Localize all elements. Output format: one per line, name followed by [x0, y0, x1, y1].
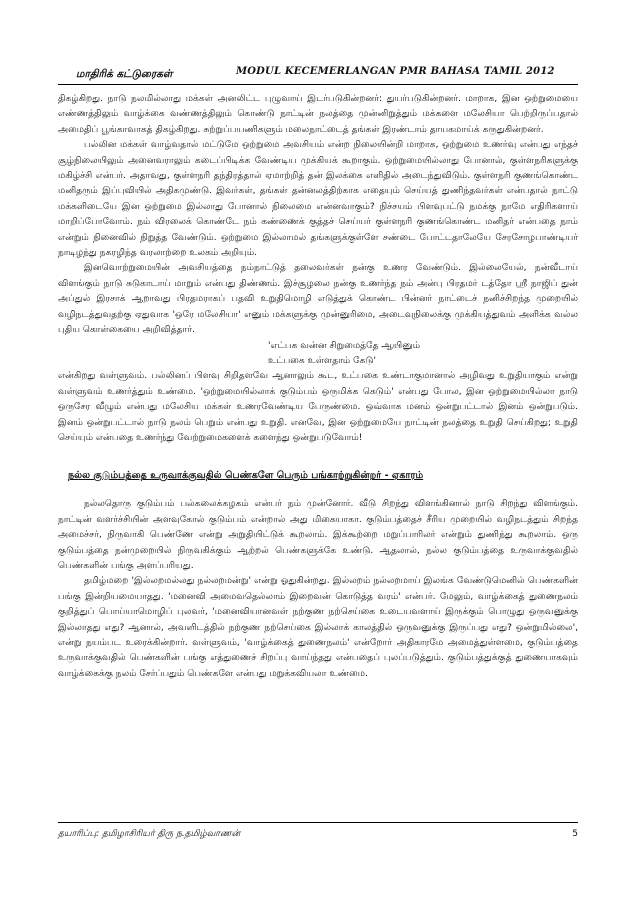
paragraph: பல்லின மக்கள் வாழ்வதால் மட்டுமே ஒற்றுமை அவசியம் என்ற நிலையின்றி மாறாக, ஒற்றுமை உணர்வு என்பது எந்தச் சூழ்நிலையிலும் அனைவராலும் கடைப்பிடிக்க வேண்டிய முக்கியக் கூறாகும். ஒற்றுமையில்லாது போனால், குள்ளநரிகளுக்கு மகிழ்ச்சி என்பர். அதாவது, குள்ளநரி தந்திரத்தால் ஏமாற்றித் தன் இலக்கை எளிதில் அடைந்துவிடும். குள்ளநரி குணங்கொண்ட மனிதரும் இப்புவியில் அதிகமுண்டு. இவர்கள், தங்கள் தன்னலத்திற்காக எதையும் செய்யத் துணிந்தவர்கள் என்பதால் நாட்டு மக்களிடையே இன ஒற்றுமை இல்லாது போனால் நிலைமை என்னவாகும்? நிச்சயம் பிளவுபட்டு நமக்கு நாமே எதிரிகளாய் மாறிப்போவோம். நம் விரலைக் கொண்டே நம் கண்ணைக் குத்தச் செய்யர் குள்ளநரி குணங்கொண்ட மனிதர் என்பதை நாம் என்றும் நினைவில் நிறுத்த வேண்டும். ஒற்றுமை இல்லாமல் தங்களுக்குள்ளே சண்டை போட்டதாலேயே சேரசோழபாண்டியர் நாடிழந்து நகரழிந்த வரலாற்றை உலகம் அறியும்.: [58, 140, 578, 259]
paragraph: இனவொற்றுமையின் அவசியத்தை நம்நாட்டுத் தலைவர்கள் நன்கு உணர வேண்டும். இல்லையேல், நன்வீடாய் விளங்கும் நாடு சுடுகாடாய் மாறும் என்பது திண்ணம். இச்சூழலை நன்கு உணர்ந்த நம் அன்பு பிரதமர் டத்தோ ஸ்ரீ நாஜிப் துன் அப்துல் இரசாக் ஆறாவது பிரதமராகப் பதவி உறுதிமொழி எடுத்துக் கொண்ட பின்னர் நாட்டைச் நனிச்சிறந்த முறையில் வழிநடத்துவதற்கு ஏதுவாக 'ஒரே மலேசியா' எனும் மக்களுக்கு முன்னுரிமை, அடைவுநிலைக்கு முக்கியத்துவம் அளிக்க வல்ல புதிய கொள்கையை அறிவித்தார்.: [58, 263, 578, 336]
header-left-title: மாதிரிக் கட்டுரைகள்: [76, 68, 173, 80]
paragraph: திகழ்கிறது. நாடு நலமில்லாது மக்கள் அனலிட்ட புழுவாய் இடர்படுகின்றனர்: துயர்படுகின்றனர். மாறாக, இன ஒற்றுமையை எண்ணத்திலும் வாழ்க்கை வண்ணத்திலும் கொண்டு நாட்டின் நலத்தை முன்னிறுத்தும் மக்களை மலேசியா பெற்றிருப்பதால் அமைதிப் பூங்காவாகத் திகழ்கிறது. சுற்றுப்பயணிகளும் மலைநாட்டைத் தங்கள் இரண்டாம் தாயகமாய்க் கருதுகின்றனர்.: [58, 94, 578, 135]
page-footer: [58, 822, 578, 841]
couplet-line-2: உட்பகை உள்ளதாம் கேடு': [268, 355, 377, 366]
paragraph: நல்லதொரு குடும்பம் பல்கலைக்கழகம் என்பர் நம் முன்னோர். வீடு சிறந்து விளங்கினால் நாடு சிறந்து விளங்கும். நாட்டின் வளர்ச்சியின் அளவுகோல் குடும்பம் என்றால் அது மிகையாகா. குடும்பத்தைச் சீரிய முறையில் வழிநடத்தும் சிறந்த அமைச்சர், நிருவாகி பெண்ணே என்று அறுதியிட்டுக் கூறலாம். இக்கூற்றை மறுப்பாரிலர் என்றும் துணிந்து கூறலாம். ஒரு குடும்பத்தை நன்முறையில் நிருவகிக்கும் ஆற்றல் பெண்களுக்கே உண்டு. ஆதலால், நல்ல குடும்பத்தை உருவாக்குவதில் பெண்களின் பங்கு அளப்பரியது.: [58, 499, 578, 571]
footer-credit: தயாரிப்பு: தமிழாசிரியர் திரு ந.தமிழ்வாணன்: [58, 829, 241, 839]
page-header: [58, 62, 578, 85]
page-body: [58, 92, 578, 682]
couplet-line-1: 'எட்பக வன்ன சிறுமைத்தே ஆயினும்: [268, 340, 421, 351]
section-heading: நல்ல குடும்பத்தை உருவாக்குவதில் பெண்களே பெரும் பங்காற்றுகின்றர் - ஏகாரம்: [68, 470, 424, 482]
page-number: 5: [572, 829, 578, 839]
header-right-title: MODUL KECEMERLANGAN PMR BAHASA TAMIL 2012: [236, 66, 555, 77]
paragraph: தமிழ்மறை 'இல்லறமல்லது நல்லறமன்று' என்று ஓதுகின்றது. இல்லறம் நல்லறமாய் இலங்க வேண்டுமெனில் பெண்களின் பங்கு இன்றியமையாதது. 'மனைவி அமைவதெல்லாம் இறைவன் கொடுத்த வரம்' என்பர். மேலும், வாழ்க்கைத் துணைநலம் குறித்துப் பொய்யாமொழிப் புலவர், 'மனைவியானவள் நற்குண நற்செய்கை உடையவளாய் இருக்கும் பொழுது ஒருவனுக்கு இல்லாதது எது? ஆனால், அவளிடத்தில் நற்குண நற்செய்கை இல்லாக் காலத்தில் ஒருவனுக்கு இருப்பது எது? ஒன்றுமில்லை', என்று நயம்பட உரைக்கின்றார். வள்ளுவம், 'வாழ்க்கைத் துணைநலம்' என்றோர் அதிகாரமே அமைத்துள்ளமை, குடும்பத்தை உருவாக்குவதில் பெண்களின் பங்கு எத்துணைச் சிறப்பு வாய்ந்தது என்பதைப் புலப்படுத்தும். குடும்பத்துக்குத் துணையாகவும் வாழ்க்கைக்கு நலம் சேர்ப்பதும் பெண்களே என்பது மறுக்கவியலா உண்மை.: [58, 576, 578, 679]
paragraph: என்கிறது வள்ளுவம். பல்லினப் பிளவு சிறிதளவே ஆனாலும் கூட, உட்பகை உண்டாகுமானால் அழிவது உறுதியாகும் என்று வள்ளுவம் உணர்த்தும் உண்மை. 'ஒற்றுமையில்லாக் குடும்பம் ஒருமிக்க கெடும்' என்பது போல, இன ஒற்றுமையில்லா நாடு ஒருசேர வீழும் என்பது மலேசிய மக்கள் உணரவேண்டிய பேருண்மை. ஒவ்வாக மனம் ஒன்றுபட்டால் இனம் ஒன்றுபடும். இனம் ஒன்றுபட்டால் நாடு நலம் பெறும் என்பது உறுதி. எனவே, இன ஒற்றுமையே நாட்டின் நலத்தை உறுதி செய்கிறது; உறுதி செய்யும் என்பதை உணர்ந்து வேற்றுமைகளைக் களைந்து ஒன்றுபடுவோம்!: [58, 371, 578, 443]
